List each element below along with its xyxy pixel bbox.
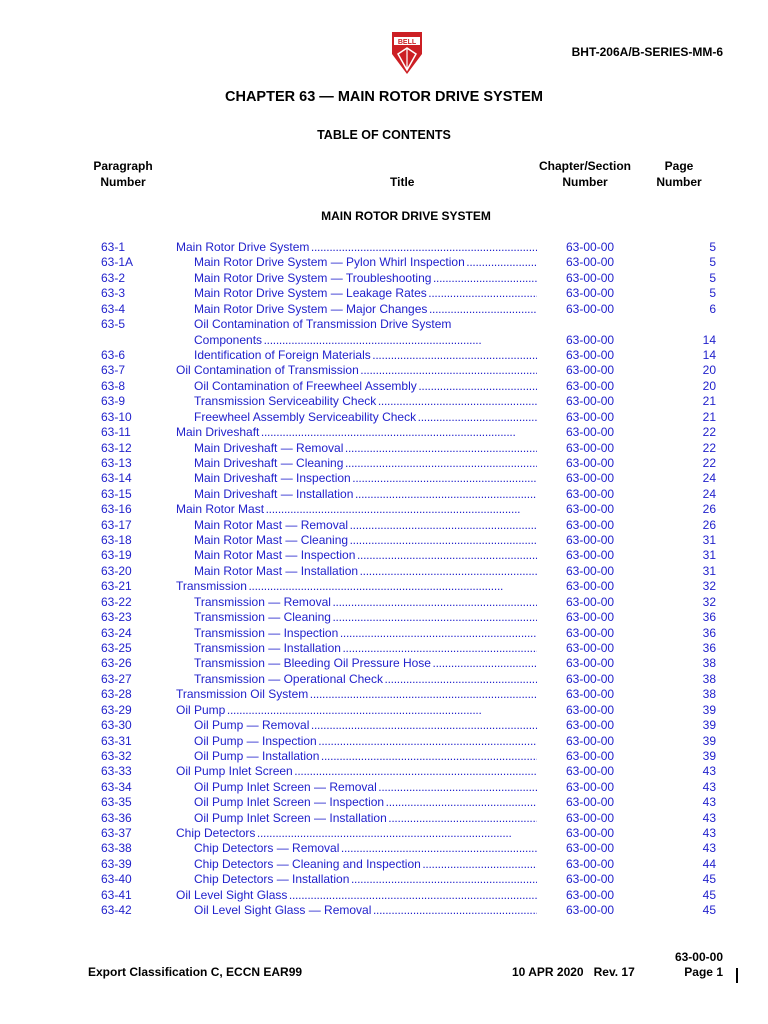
page-number[interactable]: 14 [702, 347, 716, 362]
chapter-section-number[interactable]: 63-00-00 [566, 240, 615, 254]
entry-title-continuation[interactable] [194, 333, 537, 348]
toc-entry[interactable] [0, 656, 768, 671]
document-id: BHT-206A/B-SERIES-MM-6 [571, 45, 723, 59]
page-number[interactable]: 43 [702, 841, 716, 856]
chapter-section-number[interactable]: 63-00-00 [566, 594, 615, 609]
chapter-section-number[interactable]: 63-00-00 [566, 779, 615, 794]
page-number[interactable]: 21 [702, 409, 716, 424]
chapter-section-number[interactable]: 63-00-00 [566, 810, 615, 825]
toc-entry[interactable] [0, 734, 768, 749]
paragraph-number[interactable]: 63-1 [101, 240, 126, 254]
entry-title: Transmission Oil System . . . [176, 687, 537, 701]
change-bar [736, 968, 738, 983]
chapter-section-number[interactable]: 63-00-00 [566, 841, 615, 856]
entry-title: Chip Detectors — Removal . . . [194, 841, 537, 855]
paragraph-number[interactable]: 63-33 [101, 764, 132, 779]
column-header-paragraph: Paragraph Number [93, 159, 153, 189]
paragraph-number[interactable]: 63-39 [101, 856, 132, 871]
toc-entry[interactable] [0, 687, 768, 702]
entry-title-link[interactable] [176, 579, 537, 594]
chapter-section-number[interactable]: 63-00-00 [566, 671, 615, 686]
page-number[interactable]: 38 [702, 671, 716, 686]
entry-title: Oil Pump — Removal . . . [194, 718, 537, 732]
entry-title-link[interactable] [176, 502, 537, 517]
toc-entry[interactable] [0, 548, 768, 563]
page-number[interactable]: 26 [702, 502, 716, 517]
chapter-section-number[interactable]: 63-00-00 [566, 409, 615, 424]
chapter-section-number[interactable]: 63-00-00 [566, 579, 615, 594]
toc-entry[interactable] [0, 795, 768, 810]
entry-title-link[interactable] [194, 841, 537, 856]
entry-title: Main Rotor Mast . . . [176, 502, 519, 516]
paragraph-number[interactable]: 63-26 [101, 656, 132, 671]
entry-title: Oil Contamination of Transmission Drive System [194, 317, 452, 332]
entry-title-link[interactable] [194, 626, 537, 641]
paragraph-number[interactable]: 63-14 [101, 471, 132, 486]
entry-title: Transmission — Inspection . . . [194, 626, 537, 640]
toc-entry[interactable] [0, 394, 768, 409]
page-number[interactable]: 43 [702, 764, 716, 779]
entry-title-link[interactable] [194, 857, 537, 872]
toc-entry[interactable] [0, 811, 768, 826]
chapter-section-number[interactable]: 63-00-00 [566, 502, 615, 517]
page-number[interactable]: 38 [702, 656, 716, 671]
footer-section-number: 63-00-00 [674, 950, 723, 964]
entry-title-link[interactable] [194, 533, 537, 548]
paragraph-number[interactable]: 63-16 [101, 502, 132, 517]
chapter-section-number[interactable]: 63-00-00 [566, 517, 615, 532]
page-number[interactable]: 24 [702, 471, 716, 486]
page-number[interactable]: 20 [702, 363, 716, 378]
chapter-section-number[interactable]: 63-00-00 [566, 702, 615, 717]
entry-title-link[interactable] [194, 656, 537, 671]
page-number[interactable]: 6 [709, 301, 716, 316]
chapter-section-number[interactable]: 63-00-00 [566, 440, 615, 455]
entry-title: Oil Pump Inlet Screen — Removal . . . [194, 780, 537, 794]
entry-title: Main Rotor Drive System — Troubleshooting . . . [194, 271, 537, 285]
chapter-section-number[interactable]: 63-00-00 [566, 378, 615, 393]
page-number[interactable]: 38 [702, 687, 716, 702]
entry-title-link[interactable] [176, 888, 537, 903]
entry-title-link[interactable] [194, 487, 537, 502]
toc-entry[interactable] [0, 410, 768, 425]
toc-entry[interactable] [0, 471, 768, 486]
entry-title-link[interactable] [194, 348, 537, 363]
entry-title-link[interactable] [194, 903, 537, 918]
entry-title: Transmission — Installation . . . [194, 641, 537, 655]
paragraph-number[interactable]: 63-34 [101, 779, 132, 794]
entry-title: Main Rotor Mast — Removal . . . [194, 518, 537, 532]
entry-title-link[interactable] [194, 456, 537, 471]
chapter-section-number[interactable]: 63-00-00 [566, 903, 615, 918]
entry-title: Transmission — Removal . . . [194, 595, 537, 609]
page-number[interactable]: 31 [702, 563, 716, 578]
toc-entry[interactable] [0, 841, 768, 856]
entry-title: Freewheel Assembly Serviceability Check . . . [194, 410, 537, 424]
page-number[interactable]: 44 [702, 856, 716, 871]
paragraph-number[interactable]: 63-10 [101, 409, 132, 424]
toc-entry[interactable] [0, 857, 768, 872]
entry-title: Oil Pump — Installation . . . [194, 749, 537, 763]
entry-title: Main Driveshaft — Installation . . . [194, 487, 537, 501]
page-number[interactable]: 31 [702, 533, 716, 548]
paragraph-number[interactable]: 63-24 [101, 625, 132, 640]
entry-title-link[interactable] [194, 317, 537, 332]
toc-entry[interactable] [0, 610, 768, 625]
entry-title: Oil Contamination of Transmission . . . [176, 363, 537, 377]
entry-title: Transmission . . . [176, 579, 502, 593]
toc-entry[interactable] [0, 672, 768, 687]
entry-title: Main Rotor Mast — Installation . . . [194, 564, 537, 578]
footer-export-classification: Export Classification C, ECCN EAR99 [88, 965, 303, 979]
page-number[interactable]: 36 [702, 610, 716, 625]
entry-title-link[interactable] [194, 610, 537, 625]
paragraph-number[interactable]: 63-22 [101, 594, 132, 609]
chapter-section-number[interactable]: 63-00-00 [566, 610, 615, 625]
chapter-section-number[interactable]: 63-00-00 [566, 332, 615, 347]
page-number[interactable]: 14 [702, 332, 716, 347]
page-number[interactable]: 45 [702, 872, 716, 887]
toc-entry[interactable] [0, 456, 768, 471]
page-number[interactable]: 45 [702, 903, 716, 918]
page-number[interactable]: 32 [702, 579, 716, 594]
entry-title: Chip Detectors . . . [176, 826, 510, 840]
paragraph-number[interactable]: 63-8 [101, 378, 126, 393]
entry-title-link[interactable] [176, 687, 537, 702]
page-number[interactable]: 39 [702, 733, 716, 748]
entry-title-link[interactable] [194, 795, 537, 810]
paragraph-number[interactable]: 63-21 [101, 579, 132, 594]
chapter-title: CHAPTER 63 — MAIN ROTOR DRIVE SYSTEM [225, 89, 543, 105]
toc-entry[interactable] [0, 379, 768, 394]
paragraph-number[interactable]: 63-28 [101, 687, 132, 702]
chapter-section-number[interactable]: 63-00-00 [566, 563, 615, 578]
footer-date-revision: 10 APR 2020 Rev. 17 [512, 965, 635, 979]
toc-entry[interactable] [0, 302, 768, 317]
entry-title-link[interactable] [176, 826, 537, 841]
chapter-section-number[interactable]: 63-00-00 [566, 486, 615, 501]
page-number[interactable]: 32 [702, 594, 716, 609]
paragraph-number[interactable]: 63-38 [101, 841, 132, 856]
entry-title: Main Rotor Mast — Cleaning . . . [194, 533, 537, 547]
paragraph-number[interactable]: 63-11 [101, 425, 131, 440]
entry-title-link[interactable] [194, 471, 537, 486]
chapter-section-number[interactable]: 63-00-00 [566, 255, 615, 270]
entry-title-link[interactable] [194, 872, 537, 887]
page-number[interactable]: 39 [702, 748, 716, 763]
entry-title-link[interactable] [194, 641, 537, 656]
chapter-section-number[interactable]: 63-00-00 [566, 856, 615, 871]
paragraph-number[interactable]: 63-32 [101, 748, 132, 763]
toc-entry[interactable] [0, 255, 768, 270]
paragraph-number[interactable]: 63-17 [101, 517, 132, 532]
page-number[interactable]: 43 [702, 810, 716, 825]
toc-entry[interactable] [0, 595, 768, 610]
svg-text:BELL: BELL [397, 39, 417, 46]
chapter-section-number[interactable]: 63-00-00 [566, 826, 615, 841]
toc-entry[interactable] [0, 441, 768, 456]
page-number[interactable]: 5 [709, 255, 716, 270]
chapter-section-number[interactable]: 63-00-00 [566, 286, 615, 301]
page-number[interactable]: 36 [702, 640, 716, 655]
paragraph-number[interactable]: 63-4 [101, 301, 126, 316]
paragraph-number[interactable]: 63-36 [101, 810, 132, 825]
entry-title-link[interactable] [194, 548, 537, 563]
entry-title: Main Rotor Drive System — Leakage Rates . . . [194, 286, 537, 300]
entry-title: Main Driveshaft — Removal . . . [194, 441, 537, 455]
section-heading: MAIN ROTOR DRIVE SYSTEM [321, 209, 491, 223]
paragraph-number[interactable]: 63-9 [101, 394, 126, 409]
paragraph-number[interactable]: 63-27 [101, 671, 132, 686]
toc-entry[interactable] [0, 888, 768, 903]
entry-title: Main Rotor Drive System — Pylon Whirl Inspection . . . [194, 255, 537, 269]
column-header-title: Title [390, 175, 415, 189]
entry-title-link[interactable] [194, 734, 537, 749]
chapter-section-number[interactable]: 63-00-00 [566, 764, 615, 779]
paragraph-number[interactable]: 63-13 [101, 455, 132, 470]
chapter-section-number[interactable]: 63-00-00 [566, 718, 615, 733]
paragraph-number[interactable]: 63-35 [101, 795, 132, 810]
toc-entry[interactable] [0, 641, 768, 656]
page-number[interactable]: 22 [702, 440, 716, 455]
entry-title: Main Driveshaft — Cleaning . . . [194, 456, 537, 470]
entry-title-link[interactable] [176, 764, 537, 779]
entry-title-link[interactable] [194, 780, 537, 795]
chapter-section-number[interactable]: 63-00-00 [566, 887, 615, 902]
page-number[interactable]: 21 [702, 394, 716, 409]
paragraph-number[interactable]: 63-2 [101, 270, 126, 285]
paragraph-number[interactable]: 63-30 [101, 718, 132, 733]
entry-title-link[interactable] [194, 672, 537, 687]
chapter-section-number[interactable]: 63-00-00 [566, 270, 615, 285]
entry-title: Oil Pump Inlet Screen — Installation . . . [194, 811, 537, 825]
toc-entry[interactable] [0, 903, 768, 918]
page-number[interactable]: 43 [702, 826, 716, 841]
entry-title: Transmission Serviceability Check . . . [194, 394, 537, 408]
entry-title: Oil Pump . . . [176, 703, 480, 717]
paragraph-number[interactable]: 63-40 [101, 872, 132, 887]
chapter-section-number[interactable]: 63-00-00 [566, 347, 615, 362]
toc-entry[interactable] [0, 502, 768, 517]
bell-logo [390, 30, 424, 76]
entry-title: Transmission — Cleaning . . . [194, 610, 537, 624]
toc-entry[interactable] [0, 518, 768, 533]
page-number[interactable]: 36 [702, 625, 716, 640]
entry-title-link[interactable] [194, 718, 537, 733]
chapter-section-number[interactable]: 63-00-00 [566, 471, 615, 486]
chapter-section-number[interactable]: 63-00-00 [566, 872, 615, 887]
toc-entry[interactable] [0, 564, 768, 579]
entry-title-link[interactable] [194, 811, 537, 826]
entry-title-link[interactable] [194, 271, 537, 286]
toc-entry[interactable] [0, 718, 768, 733]
entry-title: Oil Pump Inlet Screen — Inspection . . . [194, 795, 537, 809]
chapter-section-number[interactable]: 63-00-00 [566, 656, 615, 671]
chapter-section-number[interactable]: 63-00-00 [566, 687, 615, 702]
paragraph-number[interactable]: 63-20 [101, 563, 132, 578]
toc-title: TABLE OF CONTENTS [317, 128, 451, 142]
toc-list [0, 240, 768, 919]
paragraph-number[interactable]: 63-42 [101, 903, 132, 918]
page-number[interactable]: 31 [702, 548, 716, 563]
entry-title-link[interactable] [176, 363, 537, 378]
entry-title: Main Driveshaft . . . [176, 425, 514, 439]
entry-title-link[interactable] [176, 425, 537, 440]
chapter-section-number[interactable]: 63-00-00 [566, 748, 615, 763]
paragraph-number[interactable]: 63-5 [101, 317, 126, 332]
entry-title: Oil Pump Inlet Screen . . . [176, 764, 537, 778]
toc-entry[interactable] [0, 363, 768, 378]
entry-title: Main Rotor Drive System . . . [176, 240, 537, 254]
paragraph-number[interactable]: 63-3 [101, 286, 126, 301]
entry-title: Oil Level Sight Glass . . . [176, 888, 537, 902]
toc-entry[interactable] [0, 764, 768, 779]
page-number[interactable]: 20 [702, 378, 716, 393]
page-number[interactable]: 5 [709, 270, 716, 285]
entry-title: Chip Detectors — Installation . . . [194, 872, 537, 886]
chapter-section-number[interactable]: 63-00-00 [566, 425, 615, 440]
page-number[interactable]: 24 [702, 486, 716, 501]
entry-title-link[interactable] [194, 749, 537, 764]
entry-title-link[interactable] [194, 394, 537, 409]
footer-page-number: Page 1 [684, 965, 723, 979]
paragraph-number[interactable]: 63-25 [101, 640, 132, 655]
entry-title-link[interactable] [194, 302, 537, 317]
entry-title-link[interactable] [194, 255, 537, 270]
toc-entry[interactable] [0, 626, 768, 641]
toc-entry[interactable] [0, 317, 768, 348]
chapter-section-number[interactable]: 63-00-00 [566, 733, 615, 748]
page-number[interactable]: 5 [709, 240, 716, 254]
column-header-page: Page Number [656, 159, 702, 189]
paragraph-number[interactable]: 63-23 [101, 610, 132, 625]
chapter-section-number[interactable]: 63-00-00 [566, 795, 615, 810]
paragraph-number[interactable]: 63-29 [101, 702, 132, 717]
entry-title: Identification of Foreign Materials . . . [194, 348, 537, 362]
toc-entry[interactable] [0, 826, 768, 841]
entry-title-link[interactable] [176, 703, 537, 718]
entry-title-link[interactable] [194, 286, 537, 301]
page-number[interactable]: 39 [702, 702, 716, 717]
page-number[interactable]: 45 [702, 887, 716, 902]
paragraph-number[interactable]: 63-7 [101, 363, 126, 378]
toc-entry[interactable] [0, 533, 768, 548]
paragraph-number[interactable]: 63-1A [101, 255, 134, 270]
entry-title: Main Driveshaft — Inspection . . . [194, 471, 537, 485]
entry-title-link[interactable] [194, 379, 537, 394]
paragraph-number[interactable]: 63-18 [101, 533, 132, 548]
paragraph-number[interactable]: 63-37 [101, 826, 132, 841]
entry-title-link[interactable] [194, 410, 537, 425]
entry-title-link[interactable] [176, 240, 537, 255]
page-number[interactable]: 22 [702, 455, 716, 470]
paragraph-number[interactable]: 63-41 [101, 887, 132, 902]
paragraph-number[interactable]: 63-31 [101, 733, 132, 748]
toc-entry[interactable] [0, 348, 768, 363]
entry-title: Chip Detectors — Cleaning and Inspection . . . [194, 857, 537, 871]
toc-entry[interactable] [0, 286, 768, 301]
chapter-section-number[interactable]: 63-00-00 [566, 394, 615, 409]
entry-title: Main Rotor Drive System — Major Changes . . . [194, 302, 537, 316]
chapter-section-number[interactable]: 63-00-00 [566, 533, 615, 548]
paragraph-number[interactable]: 63-6 [101, 347, 126, 362]
toc-entry[interactable] [0, 749, 768, 764]
chapter-section-number[interactable]: 63-00-00 [566, 625, 615, 640]
paragraph-number[interactable]: 63-12 [101, 440, 132, 455]
toc-entry[interactable] [0, 872, 768, 887]
page-number[interactable]: 43 [702, 795, 716, 810]
column-header-chapter-section: Chapter/Section Number [538, 159, 631, 189]
entry-title: Oil Level Sight Glass — Removal . . . [194, 903, 537, 917]
chapter-section-number[interactable]: 63-00-00 [566, 548, 615, 563]
toc-entry[interactable] [0, 703, 768, 718]
toc-entry[interactable] [0, 271, 768, 286]
page-number[interactable]: 43 [702, 779, 716, 794]
entry-title: Transmission — Bleeding Oil Pressure Hose . . . [194, 656, 537, 670]
toc-entry[interactable] [0, 240, 768, 255]
entry-title-link[interactable] [194, 518, 537, 533]
entry-title-link[interactable] [194, 564, 537, 579]
entry-title: Transmission — Operational Check . . . [194, 672, 537, 686]
chapter-section-number[interactable]: 63-00-00 [566, 301, 615, 316]
chapter-section-number[interactable]: 63-00-00 [566, 363, 615, 378]
entry-title-continuation-text: Components . . . [194, 333, 480, 347]
entry-title-link[interactable] [194, 441, 537, 456]
page-number[interactable]: 5 [709, 286, 716, 301]
page-number[interactable]: 39 [702, 718, 716, 733]
entry-title: Oil Contamination of Freewheel Assembly . . . [194, 379, 537, 393]
paragraph-number[interactable]: 63-19 [101, 548, 132, 563]
page-number[interactable]: 22 [702, 425, 716, 440]
entry-title: Main Rotor Mast — Inspection . . . [194, 548, 537, 562]
entry-title-link[interactable] [194, 595, 537, 610]
toc-entry[interactable] [0, 487, 768, 502]
toc-entry[interactable] [0, 579, 768, 594]
paragraph-number[interactable]: 63-15 [101, 486, 132, 501]
toc-entry[interactable] [0, 425, 768, 440]
page-number[interactable]: 26 [702, 517, 716, 532]
toc-entry[interactable] [0, 780, 768, 795]
chapter-section-number[interactable]: 63-00-00 [566, 640, 615, 655]
entry-title: Oil Pump — Inspection . . . [194, 734, 537, 748]
chapter-section-number[interactable]: 63-00-00 [566, 455, 615, 470]
